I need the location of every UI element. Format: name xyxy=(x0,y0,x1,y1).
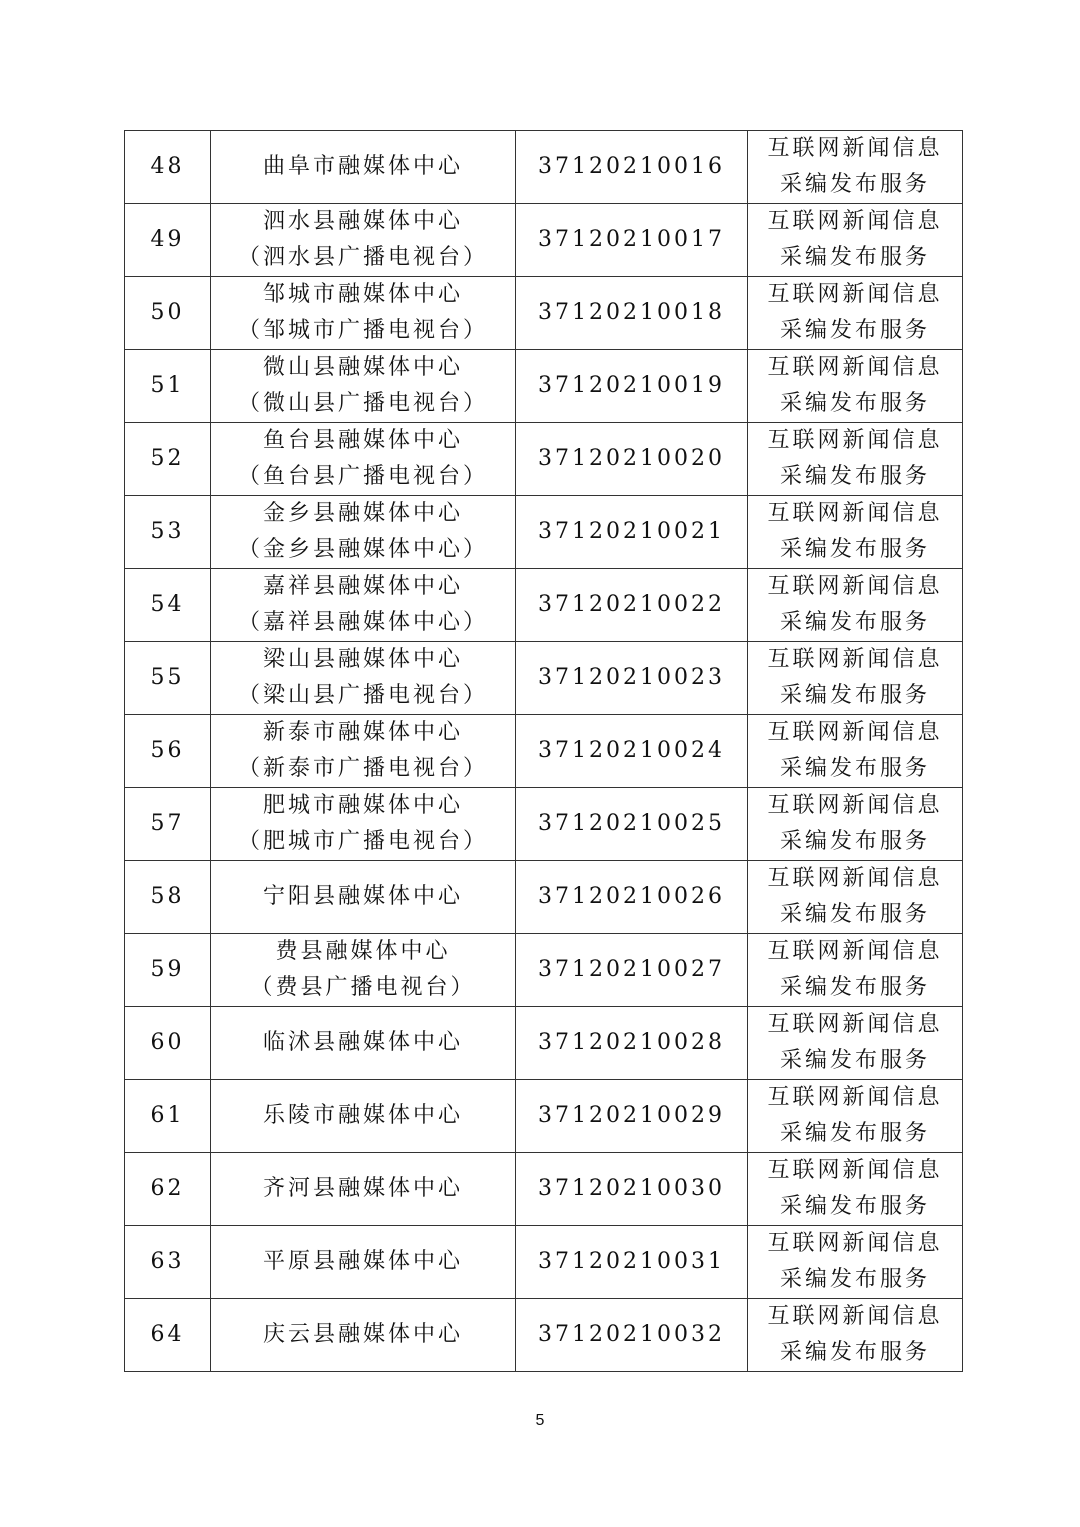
organization-name-line: （邹城市广播电视台） xyxy=(237,318,488,343)
license-code-cell: 37120210031 xyxy=(516,1226,748,1299)
service-type-cell xyxy=(748,1007,963,1080)
license-code-cell: 37120210020 xyxy=(516,423,748,496)
organization-name-line: （金乡县融媒体中心） xyxy=(237,537,488,562)
row-number-cell: 62 xyxy=(125,1153,211,1226)
license-table xyxy=(124,130,963,1372)
organization-name-cell xyxy=(211,788,516,861)
service-type-line: 互联网新闻信息 xyxy=(767,1304,943,1329)
table-row xyxy=(125,788,963,861)
service-type-line: 采编发布服务 xyxy=(779,756,930,781)
service-type-line: 采编发布服务 xyxy=(779,1194,930,1219)
service-type-cell xyxy=(748,934,963,1007)
license-code-cell: 37120210024 xyxy=(516,715,748,788)
organization-name-line: （鱼台县广播电视台） xyxy=(237,464,488,489)
organization-name-cell xyxy=(211,131,516,204)
row-number-cell: 52 xyxy=(125,423,211,496)
row-number-cell: 53 xyxy=(125,496,211,569)
service-type-line: 互联网新闻信息 xyxy=(767,720,943,745)
table-row xyxy=(125,423,963,496)
service-type-line: 采编发布服务 xyxy=(779,391,930,416)
organization-name-line: （泗水县广播电视台） xyxy=(237,245,488,270)
service-type-line: 采编发布服务 xyxy=(779,318,930,343)
service-type-cell xyxy=(748,204,963,277)
row-number-cell: 60 xyxy=(125,1007,211,1080)
license-code-cell: 37120210019 xyxy=(516,350,748,423)
license-code-cell: 37120210029 xyxy=(516,1080,748,1153)
service-type-cell xyxy=(748,1080,963,1153)
organization-name-line: （肥城市广播电视台） xyxy=(237,829,488,854)
organization-name-cell xyxy=(211,350,516,423)
table-row xyxy=(125,1226,963,1299)
page-number: 5 xyxy=(535,1412,545,1429)
table-row xyxy=(125,350,963,423)
organization-name-cell xyxy=(211,1299,516,1372)
row-number-cell: 55 xyxy=(125,642,211,715)
organization-name-line: 梁山县融媒体中心 xyxy=(262,647,463,672)
service-type-line: 采编发布服务 xyxy=(779,1340,930,1365)
table-row xyxy=(125,277,963,350)
license-code-cell: 37120210025 xyxy=(516,788,748,861)
service-type-cell xyxy=(748,423,963,496)
service-type-line: 采编发布服务 xyxy=(779,1121,930,1146)
table-row xyxy=(125,1153,963,1226)
row-number-cell: 63 xyxy=(125,1226,211,1299)
service-type-line: 互联网新闻信息 xyxy=(767,647,943,672)
organization-name-cell xyxy=(211,423,516,496)
service-type-line: 采编发布服务 xyxy=(779,537,930,562)
organization-name-line: 费县融媒体中心 xyxy=(275,939,451,964)
row-number-cell: 59 xyxy=(125,934,211,1007)
organization-name-line: 肥城市融媒体中心 xyxy=(262,793,463,818)
organization-name-cell xyxy=(211,715,516,788)
row-number-cell: 56 xyxy=(125,715,211,788)
organization-name-cell xyxy=(211,861,516,934)
license-code-cell: 37120210027 xyxy=(516,934,748,1007)
organization-name-cell xyxy=(211,642,516,715)
service-type-line: 互联网新闻信息 xyxy=(767,1012,943,1037)
organization-name-line: 平原县融媒体中心 xyxy=(262,1249,463,1274)
service-type-line: 采编发布服务 xyxy=(779,172,930,197)
organization-name-line: 微山县融媒体中心 xyxy=(262,355,463,380)
organization-name-cell xyxy=(211,496,516,569)
service-type-line: 采编发布服务 xyxy=(779,829,930,854)
service-type-line: 采编发布服务 xyxy=(779,683,930,708)
row-number-cell: 64 xyxy=(125,1299,211,1372)
row-number-cell: 57 xyxy=(125,788,211,861)
service-type-cell xyxy=(748,569,963,642)
organization-name-cell xyxy=(211,1080,516,1153)
table-row xyxy=(125,934,963,1007)
service-type-line: 互联网新闻信息 xyxy=(767,574,943,599)
service-type-cell xyxy=(748,277,963,350)
service-type-line: 互联网新闻信息 xyxy=(767,939,943,964)
organization-name-cell xyxy=(211,934,516,1007)
organization-name-cell xyxy=(211,1226,516,1299)
license-code-cell: 37120210022 xyxy=(516,569,748,642)
service-type-line: 互联网新闻信息 xyxy=(767,428,943,453)
license-code-cell: 37120210030 xyxy=(516,1153,748,1226)
service-type-cell xyxy=(748,131,963,204)
service-type-cell xyxy=(748,788,963,861)
organization-name-cell xyxy=(211,204,516,277)
service-type-cell xyxy=(748,642,963,715)
row-number-cell: 58 xyxy=(125,861,211,934)
service-type-line: 采编发布服务 xyxy=(779,245,930,270)
organization-name-line: 嘉祥县融媒体中心 xyxy=(262,574,463,599)
table-row xyxy=(125,1299,963,1372)
service-type-line: 采编发布服务 xyxy=(779,610,930,635)
row-number-cell: 54 xyxy=(125,569,211,642)
organization-name-line: （梁山县广播电视台） xyxy=(237,683,488,708)
row-number-cell: 61 xyxy=(125,1080,211,1153)
organization-name-line: 金乡县融媒体中心 xyxy=(262,501,463,526)
service-type-cell xyxy=(748,1153,963,1226)
service-type-line: 互联网新闻信息 xyxy=(767,501,943,526)
organization-name-line: 乐陵市融媒体中心 xyxy=(262,1103,463,1128)
organization-name-line: 曲阜市融媒体中心 xyxy=(262,154,463,179)
organization-name-line: 临沭县融媒体中心 xyxy=(262,1030,463,1055)
table-row xyxy=(125,1080,963,1153)
organization-name-line: 宁阳县融媒体中心 xyxy=(262,884,463,909)
organization-name-cell xyxy=(211,1153,516,1226)
table-row xyxy=(125,569,963,642)
organization-name-cell xyxy=(211,569,516,642)
organization-name-line: 邹城市融媒体中心 xyxy=(262,282,463,307)
organization-name-line: 齐河县融媒体中心 xyxy=(262,1176,463,1201)
license-code-cell: 37120210028 xyxy=(516,1007,748,1080)
service-type-cell xyxy=(748,1299,963,1372)
license-code-cell: 37120210021 xyxy=(516,496,748,569)
license-code-cell: 37120210016 xyxy=(516,131,748,204)
service-type-line: 互联网新闻信息 xyxy=(767,282,943,307)
service-type-line: 采编发布服务 xyxy=(779,1267,930,1292)
table-row xyxy=(125,715,963,788)
row-number-cell: 49 xyxy=(125,204,211,277)
service-type-cell xyxy=(748,496,963,569)
organization-name-line: （新泰市广播电视台） xyxy=(237,756,488,781)
organization-name-line: （费县广播电视台） xyxy=(250,975,476,1000)
organization-name-line: 鱼台县融媒体中心 xyxy=(262,428,463,453)
service-type-line: 互联网新闻信息 xyxy=(767,136,943,161)
table-row xyxy=(125,1007,963,1080)
service-type-cell xyxy=(748,1226,963,1299)
service-type-line: 采编发布服务 xyxy=(779,902,930,927)
table-row xyxy=(125,496,963,569)
row-number-cell: 48 xyxy=(125,131,211,204)
service-type-line: 互联网新闻信息 xyxy=(767,1158,943,1183)
service-type-cell xyxy=(748,715,963,788)
service-type-cell xyxy=(748,350,963,423)
organization-name-line: （嘉祥县融媒体中心） xyxy=(237,610,488,635)
service-type-line: 互联网新闻信息 xyxy=(767,1231,943,1256)
table-row xyxy=(125,642,963,715)
service-type-line: 互联网新闻信息 xyxy=(767,209,943,234)
table-row xyxy=(125,131,963,204)
organization-name-line: 庆云县融媒体中心 xyxy=(262,1322,463,1347)
license-code-cell: 37120210018 xyxy=(516,277,748,350)
service-type-line: 采编发布服务 xyxy=(779,464,930,489)
license-code-cell: 37120210023 xyxy=(516,642,748,715)
service-type-line: 采编发布服务 xyxy=(779,975,930,1000)
license-code-cell: 37120210026 xyxy=(516,861,748,934)
table-body xyxy=(125,131,963,1372)
service-type-line: 互联网新闻信息 xyxy=(767,866,943,891)
row-number-cell: 50 xyxy=(125,277,211,350)
service-type-line: 互联网新闻信息 xyxy=(767,1085,943,1110)
license-code-cell: 37120210032 xyxy=(516,1299,748,1372)
organization-name-line: （微山县广播电视台） xyxy=(237,391,488,416)
organization-name-line: 泗水县融媒体中心 xyxy=(262,209,463,234)
organization-name-cell xyxy=(211,277,516,350)
row-number-cell: 51 xyxy=(125,350,211,423)
organization-name-cell xyxy=(211,1007,516,1080)
service-type-line: 互联网新闻信息 xyxy=(767,355,943,380)
table-row xyxy=(125,861,963,934)
service-type-line: 互联网新闻信息 xyxy=(767,793,943,818)
service-type-line: 采编发布服务 xyxy=(779,1048,930,1073)
license-code-cell: 37120210017 xyxy=(516,204,748,277)
organization-name-line: 新泰市融媒体中心 xyxy=(262,720,463,745)
service-type-cell xyxy=(748,861,963,934)
table-row xyxy=(125,204,963,277)
